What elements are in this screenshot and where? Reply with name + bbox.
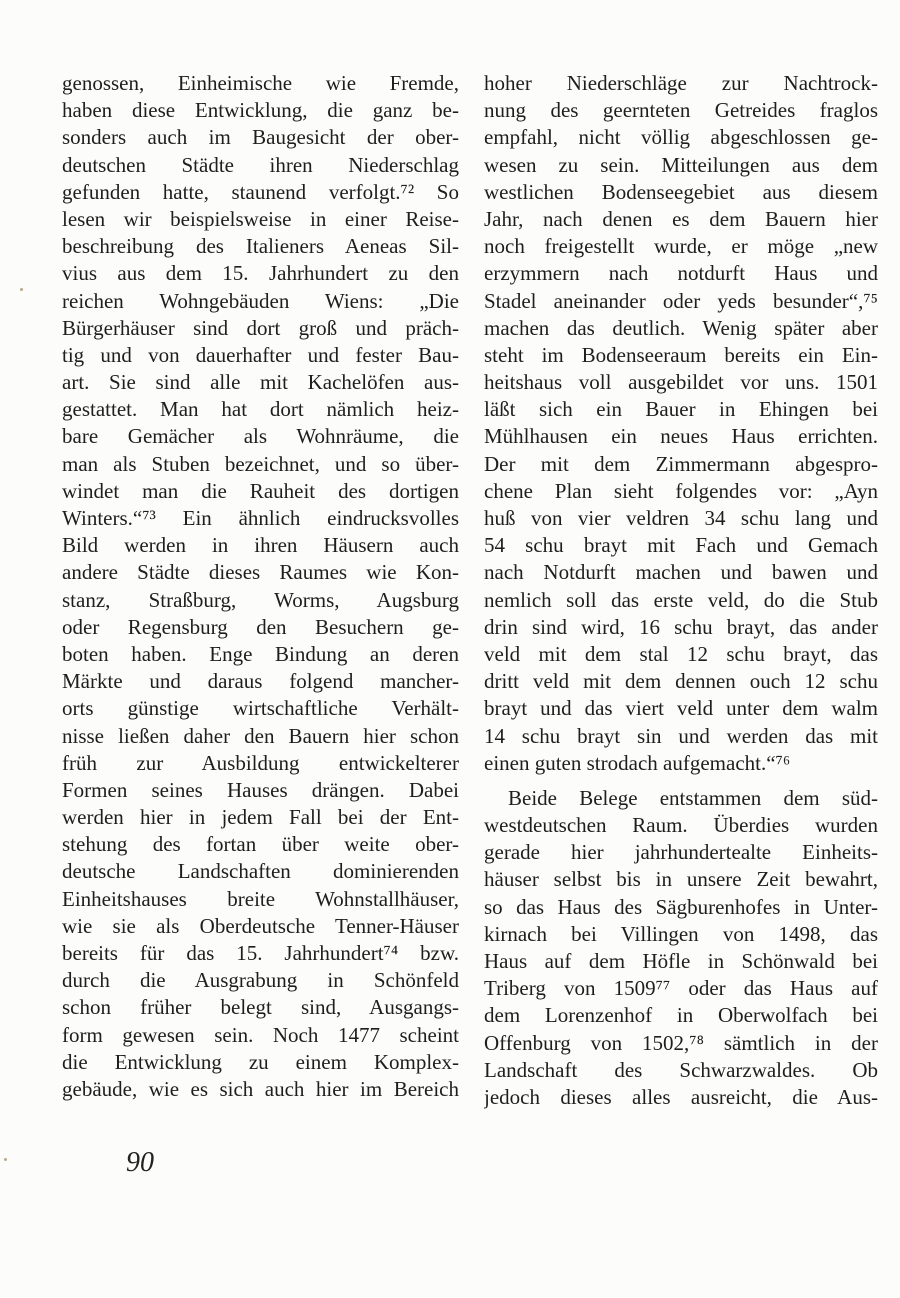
text-line: stanz, Straßburg, Worms, Augsburg bbox=[62, 587, 459, 612]
text-line: früh zur Ausbildung entwickelterer bbox=[62, 750, 459, 775]
text-line: orts günstige wirtschaftliche Verhält- bbox=[62, 696, 459, 721]
text-line: machen das deutlich. Wenig später aber bbox=[484, 315, 878, 340]
text-line: deutschen Städte ihren Niederschlag bbox=[62, 152, 459, 177]
text-line: Beide Belege entstammen dem süd- bbox=[508, 785, 878, 810]
text-line: dritt veld mit dem dennen ouch 12 schu bbox=[484, 669, 878, 694]
text-line: heitshaus voll ausgebildet vor uns. 1501 bbox=[484, 370, 878, 395]
text-line: bare Gemächer als Wohnräume, die bbox=[62, 424, 459, 449]
text-line: werden hier in jedem Fall bei der Ent- bbox=[62, 805, 459, 830]
text-line: Stadel aneinander oder yeds besunder“,⁷⁵ bbox=[484, 288, 878, 313]
text-line: brayt und das viert veld unter dem walm bbox=[484, 696, 878, 721]
paper-speck bbox=[20, 288, 23, 291]
text-line: Landschaft des Schwarzwaldes. Ob bbox=[484, 1057, 878, 1082]
text-line: veld mit dem stal 12 schu brayt, das bbox=[484, 641, 878, 666]
text-line: tig und von dauerhafter und fester Bau- bbox=[62, 342, 459, 367]
text-line: gerade hier jahrhundertealte Einheits- bbox=[484, 840, 878, 865]
text-line: Offenburg von 1502,⁷⁸ sämtlich in der bbox=[484, 1030, 878, 1055]
text-line: Bürgerhäuser sind dort groß und präch- bbox=[62, 315, 459, 340]
text-line: empfahl, nicht völlig abgeschlossen ge- bbox=[484, 125, 878, 150]
text-line: läßt sich ein Bauer in Ehingen bei bbox=[484, 397, 878, 422]
text-line: so das Haus des Sägburenhofes in Unter- bbox=[484, 894, 878, 919]
text-line: nisse ließen daher den Bauern hier schon bbox=[62, 723, 459, 748]
text-line: 14 schu brayt sin und werden das mit bbox=[484, 723, 878, 748]
right-column bbox=[484, 70, 878, 1111]
text-line: Haus auf dem Höfle in Schönwald bei bbox=[484, 949, 878, 973]
text-line: wesen zu sein. Mitteilungen aus dem bbox=[484, 152, 878, 177]
text-line: dem Lorenzenhof in Oberwolfach bei bbox=[484, 1003, 878, 1028]
text-line: Bild werden in ihren Häusern auch bbox=[62, 533, 459, 558]
text-line: boten haben. Enge Bindung an deren bbox=[62, 641, 459, 666]
text-line: Mühlhausen ein neues Haus errichten. bbox=[484, 424, 878, 449]
text-line: andere Städte dieses Raumes wie Kon- bbox=[62, 560, 459, 585]
text-line: windet man die Rauheit des dortigen bbox=[62, 478, 459, 503]
text-line: Jahr, nach denen es dem Bauern hier bbox=[484, 206, 878, 231]
text-line: häuser selbst bis in unsere Zeit bewahrt, bbox=[484, 867, 878, 892]
paper-speck bbox=[4, 1158, 7, 1161]
text-line: gefunden hatte, staunend verfolgt.⁷² So bbox=[62, 179, 459, 204]
text-line: einen guten strodach aufgemacht.“⁷⁶ bbox=[484, 750, 791, 775]
text-line: erzymmern nach notdurft Haus und bbox=[484, 261, 878, 286]
text-line: reichen Wohngebäuden Wiens: „Die bbox=[62, 288, 459, 313]
left-column bbox=[62, 70, 459, 1103]
text-line: gebäude, wie es sich auch hier im Bereich bbox=[62, 1076, 459, 1101]
text-line: nach Notdurft machen und bawen und bbox=[484, 560, 878, 585]
text-line: noch freigestellt wurde, er möge „new bbox=[484, 234, 878, 259]
text-line: wie sie als Oberdeutsche Tenner-Häuser bbox=[62, 913, 459, 938]
text-line: jedoch dieses alles ausreicht, die Aus- bbox=[484, 1084, 878, 1109]
text-line: Winters.“⁷³ Ein ähnlich eindrucksvolles bbox=[62, 506, 459, 530]
text-line: Triberg von 1509⁷⁷ oder das Haus auf bbox=[484, 976, 878, 1001]
text-line: lesen wir beispielsweise in einer Reise- bbox=[62, 206, 459, 231]
text-line: form gewesen sein. Noch 1477 scheint bbox=[62, 1022, 459, 1047]
text-line: Einheitshauses breite Wohnstallhäuser, bbox=[62, 886, 459, 911]
text-line: hoher Niederschläge zur Nachtrock- bbox=[484, 71, 878, 95]
text-line: Märkte und daraus folgend mancher- bbox=[62, 669, 459, 694]
text-line: genossen, Einheimische wie Fremde, bbox=[62, 71, 459, 95]
text-line: schon früher belegt sind, Ausgangs- bbox=[62, 995, 459, 1020]
text-line: haben diese Entwicklung, die ganz be- bbox=[62, 98, 459, 123]
text-line: durch die Ausgrabung in Schönfeld bbox=[62, 968, 459, 993]
text-line: westlichen Bodenseegebiet aus diesem bbox=[484, 179, 878, 204]
text-line: stehung des fortan über weite ober- bbox=[62, 832, 459, 857]
text-line: die Entwicklung zu einem Komplex- bbox=[62, 1049, 459, 1074]
text-line: kirnach bei Villingen von 1498, das bbox=[484, 921, 878, 946]
text-line: vius aus dem 15. Jahrhundert zu den bbox=[62, 261, 459, 286]
text-line: art. Sie sind alle mit Kachelöfen aus- bbox=[62, 370, 459, 395]
text-line: drin sind wird, 16 schu brayt, das ander bbox=[484, 614, 878, 639]
text-line: gestattet. Man hat dort nämlich heiz- bbox=[62, 397, 459, 422]
text-line: huß von vier veldren 34 schu lang und bbox=[484, 506, 878, 530]
text-line: chene Plan sieht folgendes vor: „Ayn bbox=[484, 478, 878, 503]
text-line: westdeutschen Raum. Überdies wurden bbox=[484, 813, 878, 838]
text-line: steht im Bodenseeraum bereits ein Ein- bbox=[484, 342, 878, 367]
text-line: man als Stuben bezeichnet, und so über- bbox=[62, 451, 459, 476]
text-line: Formen seines Hauses drängen. Dabei bbox=[62, 777, 459, 802]
text-line: bereits für das 15. Jahrhundert⁷⁴ bzw. bbox=[62, 941, 459, 965]
text-line: sonders auch im Baugesicht der ober- bbox=[62, 125, 459, 150]
text-line: nung des geernteten Getreides fraglos bbox=[484, 98, 878, 123]
text-line: nemlich soll das erste veld, do die Stub bbox=[484, 587, 878, 612]
text-line: Der mit dem Zimmermann abgespro- bbox=[484, 451, 878, 476]
page-number: 90 bbox=[126, 1147, 154, 1178]
paragraph-gap bbox=[484, 777, 878, 785]
text-line: oder Regensburg den Besuchern ge- bbox=[62, 614, 459, 639]
text-line: 54 schu brayt mit Fach und Gemach bbox=[484, 533, 878, 558]
text-line: beschreibung des Italieners Aeneas Sil- bbox=[62, 234, 459, 259]
text-line: deutsche Landschaften dominierenden bbox=[62, 859, 459, 884]
